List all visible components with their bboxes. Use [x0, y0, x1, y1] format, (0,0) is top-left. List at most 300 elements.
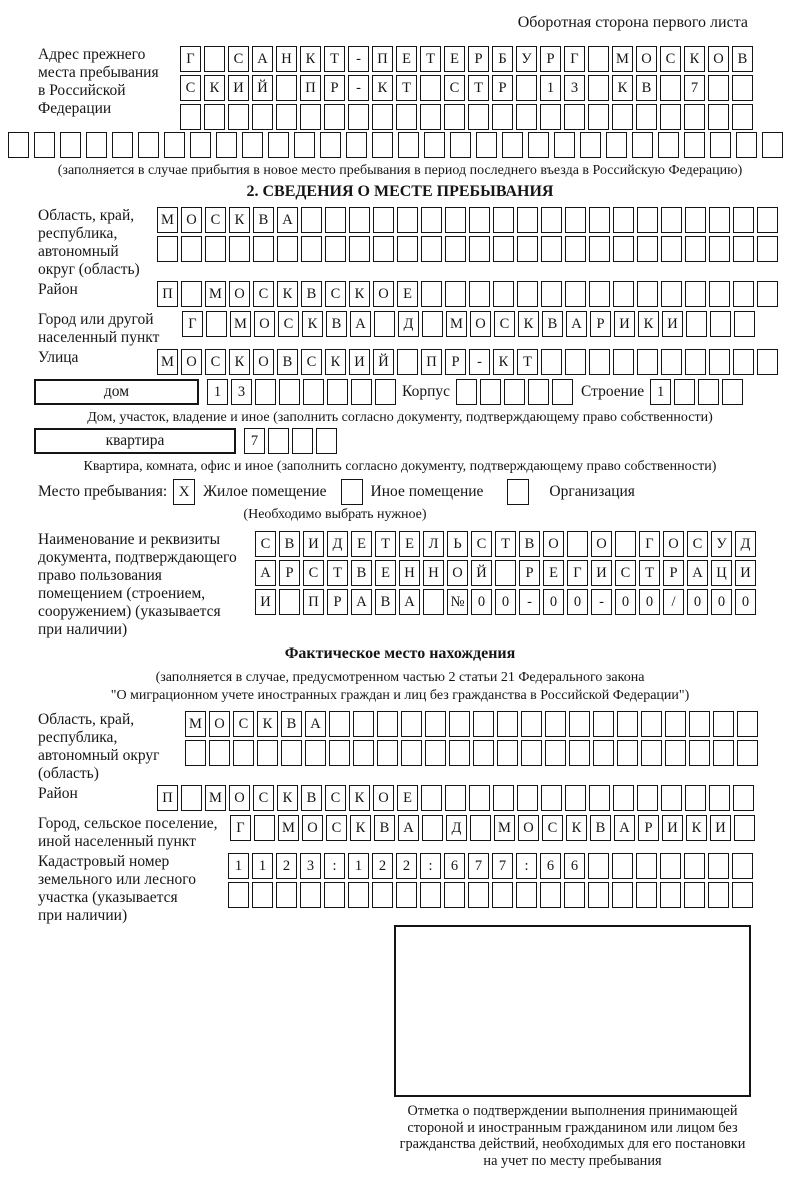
char-cell[interactable] — [375, 379, 396, 405]
char-cell[interactable]: 0 — [735, 589, 756, 615]
char-cell[interactable]: С — [325, 785, 346, 811]
char-cell[interactable]: С — [615, 560, 636, 586]
char-cell[interactable]: 1 — [228, 853, 249, 879]
char-cell[interactable] — [733, 349, 754, 375]
char-cell[interactable]: В — [732, 46, 753, 72]
char-cell[interactable]: О — [447, 560, 468, 586]
char-cell[interactable] — [613, 785, 634, 811]
char-cell[interactable]: С — [301, 349, 322, 375]
char-cell[interactable] — [493, 236, 514, 262]
char-cell[interactable] — [661, 207, 682, 233]
char-cell[interactable] — [353, 711, 374, 737]
char-cell[interactable]: - — [591, 589, 612, 615]
stay-type-checkbox-residential[interactable]: X — [173, 479, 195, 505]
char-cell[interactable]: К — [684, 46, 705, 72]
char-cell[interactable]: С — [326, 815, 347, 841]
char-cell[interactable] — [473, 711, 494, 737]
char-cell[interactable]: С — [303, 560, 324, 586]
char-cell[interactable] — [242, 132, 263, 158]
char-cell[interactable] — [377, 711, 398, 737]
char-cell[interactable]: В — [301, 785, 322, 811]
char-cell[interactable] — [733, 785, 754, 811]
char-cell[interactable] — [421, 785, 442, 811]
char-cell[interactable] — [348, 104, 369, 130]
char-cell[interactable] — [444, 882, 465, 908]
char-cell[interactable]: 1 — [348, 853, 369, 879]
char-cell[interactable]: 0 — [711, 589, 732, 615]
char-cell[interactable] — [294, 132, 315, 158]
char-cell[interactable] — [637, 207, 658, 233]
char-cell[interactable]: М — [446, 311, 467, 337]
char-cell[interactable]: С — [253, 785, 274, 811]
char-cell[interactable]: И — [662, 311, 683, 337]
char-cell[interactable]: А — [566, 311, 587, 337]
char-cell[interactable] — [325, 207, 346, 233]
char-cell[interactable]: Р — [327, 589, 348, 615]
char-cell[interactable]: С — [325, 281, 346, 307]
char-cell[interactable] — [588, 882, 609, 908]
char-cell[interactable] — [449, 711, 470, 737]
char-cell[interactable] — [351, 379, 372, 405]
char-cell[interactable] — [660, 882, 681, 908]
char-cell[interactable] — [722, 379, 743, 405]
char-cell[interactable] — [733, 207, 754, 233]
char-cell[interactable]: С — [494, 311, 515, 337]
char-cell[interactable] — [660, 75, 681, 101]
char-cell[interactable]: И — [303, 531, 324, 557]
char-cell[interactable] — [517, 281, 538, 307]
char-cell[interactable] — [593, 740, 614, 766]
char-cell[interactable]: Р — [445, 349, 466, 375]
stay-type-checkbox-organization[interactable] — [507, 479, 529, 505]
char-cell[interactable]: В — [351, 560, 372, 586]
char-cell[interactable]: М — [205, 281, 226, 307]
char-cell[interactable] — [422, 815, 443, 841]
char-cell[interactable] — [425, 711, 446, 737]
char-cell[interactable]: О — [518, 815, 539, 841]
char-cell[interactable] — [708, 75, 729, 101]
char-cell[interactable] — [613, 281, 634, 307]
char-cell[interactable]: С — [205, 349, 226, 375]
char-cell[interactable] — [660, 853, 681, 879]
char-cell[interactable]: А — [277, 207, 298, 233]
char-cell[interactable] — [569, 740, 590, 766]
char-cell[interactable] — [112, 132, 133, 158]
char-cell[interactable] — [589, 349, 610, 375]
char-cell[interactable] — [444, 104, 465, 130]
char-cell[interactable]: 6 — [540, 853, 561, 879]
char-cell[interactable] — [468, 882, 489, 908]
char-cell[interactable] — [420, 75, 441, 101]
char-cell[interactable] — [737, 740, 758, 766]
char-cell[interactable] — [493, 785, 514, 811]
char-cell[interactable]: О — [209, 711, 230, 737]
char-cell[interactable] — [449, 740, 470, 766]
char-cell[interactable] — [206, 311, 227, 337]
char-cell[interactable]: А — [252, 46, 273, 72]
char-cell[interactable]: 0 — [543, 589, 564, 615]
char-cell[interactable] — [325, 236, 346, 262]
char-cell[interactable] — [396, 882, 417, 908]
char-cell[interactable] — [60, 132, 81, 158]
char-cell[interactable] — [497, 711, 518, 737]
char-cell[interactable]: Т — [324, 46, 345, 72]
char-cell[interactable]: 0 — [495, 589, 516, 615]
char-cell[interactable]: Й — [252, 75, 273, 101]
char-cell[interactable] — [349, 207, 370, 233]
char-cell[interactable]: К — [638, 311, 659, 337]
char-cell[interactable]: М — [612, 46, 633, 72]
char-cell[interactable]: И — [228, 75, 249, 101]
char-cell[interactable]: О — [373, 281, 394, 307]
char-cell[interactable] — [685, 207, 706, 233]
char-cell[interactable] — [374, 311, 395, 337]
char-cell[interactable]: А — [305, 711, 326, 737]
char-cell[interactable]: И — [710, 815, 731, 841]
char-cell[interactable] — [373, 236, 394, 262]
char-cell[interactable]: Р — [492, 75, 513, 101]
char-cell[interactable]: О — [470, 311, 491, 337]
char-cell[interactable]: Р — [279, 560, 300, 586]
char-cell[interactable] — [276, 104, 297, 130]
char-cell[interactable]: - — [348, 46, 369, 72]
char-cell[interactable]: С — [233, 711, 254, 737]
char-cell[interactable] — [708, 882, 729, 908]
char-cell[interactable]: У — [711, 531, 732, 557]
char-cell[interactable] — [757, 349, 778, 375]
char-cell[interactable] — [612, 104, 633, 130]
char-cell[interactable]: 1 — [252, 853, 273, 879]
char-cell[interactable] — [567, 531, 588, 557]
char-cell[interactable]: К — [372, 75, 393, 101]
char-cell[interactable] — [684, 882, 705, 908]
char-cell[interactable]: Р — [519, 560, 540, 586]
char-cell[interactable]: К — [566, 815, 587, 841]
char-cell[interactable] — [612, 882, 633, 908]
char-cell[interactable] — [373, 207, 394, 233]
char-cell[interactable]: : — [324, 853, 345, 879]
char-cell[interactable]: С — [471, 531, 492, 557]
char-cell[interactable]: К — [229, 349, 250, 375]
char-cell[interactable] — [685, 281, 706, 307]
char-cell[interactable] — [456, 379, 477, 405]
char-cell[interactable] — [517, 207, 538, 233]
char-cell[interactable]: Т — [327, 560, 348, 586]
char-cell[interactable] — [445, 281, 466, 307]
char-cell[interactable]: Е — [397, 281, 418, 307]
char-cell[interactable] — [86, 132, 107, 158]
char-cell[interactable]: Г — [182, 311, 203, 337]
char-cell[interactable]: Г — [567, 560, 588, 586]
char-cell[interactable]: К — [493, 349, 514, 375]
char-cell[interactable] — [528, 132, 549, 158]
char-cell[interactable]: С — [255, 531, 276, 557]
char-cell[interactable]: Р — [540, 46, 561, 72]
char-cell[interactable] — [516, 75, 537, 101]
char-cell[interactable]: Т — [495, 531, 516, 557]
char-cell[interactable]: К — [612, 75, 633, 101]
char-cell[interactable] — [674, 379, 695, 405]
char-cell[interactable]: О — [663, 531, 684, 557]
char-cell[interactable]: М — [230, 311, 251, 337]
char-cell[interactable] — [564, 882, 585, 908]
char-cell[interactable] — [257, 740, 278, 766]
char-cell[interactable] — [281, 740, 302, 766]
char-cell[interactable]: К — [325, 349, 346, 375]
char-cell[interactable] — [253, 236, 274, 262]
char-cell[interactable] — [180, 104, 201, 130]
char-cell[interactable]: Д — [446, 815, 467, 841]
char-cell[interactable]: 0 — [639, 589, 660, 615]
char-cell[interactable]: Ь — [447, 531, 468, 557]
char-cell[interactable]: У — [516, 46, 537, 72]
char-cell[interactable] — [636, 853, 657, 879]
char-cell[interactable] — [733, 281, 754, 307]
char-cell[interactable]: - — [348, 75, 369, 101]
char-cell[interactable] — [661, 349, 682, 375]
char-cell[interactable]: Д — [398, 311, 419, 337]
char-cell[interactable] — [564, 104, 585, 130]
char-cell[interactable] — [684, 104, 705, 130]
char-cell[interactable]: В — [590, 815, 611, 841]
char-cell[interactable] — [762, 132, 783, 158]
char-cell[interactable]: О — [591, 531, 612, 557]
char-cell[interactable]: Т — [468, 75, 489, 101]
char-cell[interactable]: Д — [327, 531, 348, 557]
char-cell[interactable] — [301, 207, 322, 233]
char-cell[interactable] — [541, 236, 562, 262]
char-cell[interactable]: К — [204, 75, 225, 101]
char-cell[interactable]: Т — [420, 46, 441, 72]
char-cell[interactable] — [685, 236, 706, 262]
char-cell[interactable] — [157, 236, 178, 262]
char-cell[interactable]: О — [181, 207, 202, 233]
char-cell[interactable]: М — [157, 207, 178, 233]
char-cell[interactable] — [469, 207, 490, 233]
char-cell[interactable] — [710, 311, 731, 337]
char-cell[interactable] — [733, 236, 754, 262]
char-cell[interactable] — [521, 740, 542, 766]
char-cell[interactable]: 0 — [687, 589, 708, 615]
char-cell[interactable]: Е — [444, 46, 465, 72]
char-cell[interactable] — [698, 379, 719, 405]
char-cell[interactable]: В — [636, 75, 657, 101]
char-cell[interactable]: А — [399, 589, 420, 615]
char-cell[interactable]: А — [614, 815, 635, 841]
char-cell[interactable] — [204, 104, 225, 130]
char-cell[interactable]: 3 — [564, 75, 585, 101]
char-cell[interactable]: В — [277, 349, 298, 375]
char-cell[interactable] — [637, 281, 658, 307]
char-cell[interactable] — [737, 711, 758, 737]
char-cell[interactable]: А — [687, 560, 708, 586]
char-cell[interactable] — [684, 853, 705, 879]
char-cell[interactable] — [424, 132, 445, 158]
char-cell[interactable] — [569, 711, 590, 737]
char-cell[interactable]: В — [519, 531, 540, 557]
char-cell[interactable] — [205, 236, 226, 262]
char-cell[interactable] — [445, 207, 466, 233]
char-cell[interactable] — [685, 349, 706, 375]
char-cell[interactable] — [734, 815, 755, 841]
char-cell[interactable] — [495, 560, 516, 586]
char-cell[interactable]: О — [254, 311, 275, 337]
char-cell[interactable] — [593, 711, 614, 737]
char-cell[interactable]: Д — [735, 531, 756, 557]
char-cell[interactable]: Т — [375, 531, 396, 557]
char-cell[interactable]: Р — [468, 46, 489, 72]
char-cell[interactable]: П — [421, 349, 442, 375]
char-cell[interactable] — [372, 132, 393, 158]
char-cell[interactable] — [565, 281, 586, 307]
char-cell[interactable]: С — [542, 815, 563, 841]
char-cell[interactable]: И — [614, 311, 635, 337]
char-cell[interactable] — [324, 104, 345, 130]
char-cell[interactable]: В — [374, 815, 395, 841]
char-cell[interactable] — [268, 428, 289, 454]
char-cell[interactable]: С — [687, 531, 708, 557]
char-cell[interactable] — [349, 236, 370, 262]
char-cell[interactable] — [708, 853, 729, 879]
char-cell[interactable]: К — [302, 311, 323, 337]
char-cell[interactable] — [327, 379, 348, 405]
char-cell[interactable] — [492, 104, 513, 130]
char-cell[interactable] — [497, 740, 518, 766]
char-cell[interactable]: 3 — [231, 379, 252, 405]
char-cell[interactable] — [580, 132, 601, 158]
char-cell[interactable]: Г — [230, 815, 251, 841]
char-cell[interactable]: 2 — [396, 853, 417, 879]
char-cell[interactable]: А — [351, 589, 372, 615]
char-cell[interactable] — [517, 236, 538, 262]
char-cell[interactable]: В — [542, 311, 563, 337]
char-cell[interactable] — [423, 589, 444, 615]
char-cell[interactable]: Т — [396, 75, 417, 101]
char-cell[interactable] — [469, 281, 490, 307]
char-cell[interactable] — [588, 853, 609, 879]
char-cell[interactable]: О — [636, 46, 657, 72]
char-cell[interactable]: С — [660, 46, 681, 72]
char-cell[interactable]: К — [257, 711, 278, 737]
char-cell[interactable] — [228, 882, 249, 908]
char-cell[interactable]: О — [302, 815, 323, 841]
char-cell[interactable] — [276, 75, 297, 101]
char-cell[interactable] — [732, 853, 753, 879]
char-cell[interactable] — [190, 132, 211, 158]
char-cell[interactable] — [665, 740, 686, 766]
char-cell[interactable]: 0 — [615, 589, 636, 615]
char-cell[interactable] — [277, 236, 298, 262]
char-cell[interactable]: В — [375, 589, 396, 615]
char-cell[interactable] — [421, 207, 442, 233]
char-cell[interactable]: П — [157, 281, 178, 307]
char-cell[interactable] — [552, 379, 573, 405]
char-cell[interactable] — [757, 207, 778, 233]
char-cell[interactable] — [397, 349, 418, 375]
char-cell[interactable]: С — [253, 281, 274, 307]
char-cell[interactable] — [255, 379, 276, 405]
char-cell[interactable]: 6 — [444, 853, 465, 879]
char-cell[interactable] — [397, 236, 418, 262]
char-cell[interactable] — [660, 104, 681, 130]
char-cell[interactable] — [469, 236, 490, 262]
char-cell[interactable]: - — [519, 589, 540, 615]
char-cell[interactable]: В — [326, 311, 347, 337]
char-cell[interactable] — [420, 104, 441, 130]
char-cell[interactable] — [181, 281, 202, 307]
char-cell[interactable] — [636, 882, 657, 908]
char-cell[interactable] — [588, 46, 609, 72]
char-cell[interactable] — [346, 132, 367, 158]
char-cell[interactable]: В — [253, 207, 274, 233]
char-cell[interactable]: М — [278, 815, 299, 841]
char-cell[interactable] — [637, 785, 658, 811]
char-cell[interactable] — [476, 132, 497, 158]
char-cell[interactable]: Т — [639, 560, 660, 586]
char-cell[interactable] — [736, 132, 757, 158]
char-cell[interactable]: О — [229, 785, 250, 811]
char-cell[interactable]: В — [281, 711, 302, 737]
char-cell[interactable] — [329, 711, 350, 737]
char-cell[interactable] — [469, 785, 490, 811]
char-cell[interactable]: Р — [324, 75, 345, 101]
char-cell[interactable] — [425, 740, 446, 766]
char-cell[interactable]: К — [350, 815, 371, 841]
char-cell[interactable] — [517, 785, 538, 811]
char-cell[interactable]: К — [300, 46, 321, 72]
char-cell[interactable]: Ц — [711, 560, 732, 586]
char-cell[interactable] — [545, 740, 566, 766]
char-cell[interactable] — [689, 711, 710, 737]
char-cell[interactable]: Т — [517, 349, 538, 375]
char-cell[interactable]: О — [543, 531, 564, 557]
char-cell[interactable]: П — [372, 46, 393, 72]
char-cell[interactable]: Г — [564, 46, 585, 72]
char-cell[interactable]: Б — [492, 46, 513, 72]
char-cell[interactable] — [8, 132, 29, 158]
char-cell[interactable] — [709, 207, 730, 233]
char-cell[interactable] — [279, 379, 300, 405]
char-cell[interactable] — [316, 428, 337, 454]
char-cell[interactable] — [181, 785, 202, 811]
char-cell[interactable]: В — [301, 281, 322, 307]
char-cell[interactable] — [528, 379, 549, 405]
char-cell[interactable] — [329, 740, 350, 766]
char-cell[interactable] — [138, 132, 159, 158]
char-cell[interactable] — [689, 740, 710, 766]
char-cell[interactable] — [348, 882, 369, 908]
char-cell[interactable] — [658, 132, 679, 158]
char-cell[interactable] — [492, 882, 513, 908]
char-cell[interactable] — [661, 785, 682, 811]
char-cell[interactable] — [502, 132, 523, 158]
char-cell[interactable]: 7 — [684, 75, 705, 101]
char-cell[interactable] — [713, 711, 734, 737]
char-cell[interactable] — [734, 311, 755, 337]
char-cell[interactable]: О — [229, 281, 250, 307]
char-cell[interactable] — [504, 379, 525, 405]
stay-type-checkbox-other-premises[interactable] — [341, 479, 363, 505]
char-cell[interactable] — [709, 785, 730, 811]
char-cell[interactable] — [493, 281, 514, 307]
char-cell[interactable]: О — [708, 46, 729, 72]
char-cell[interactable]: К — [349, 281, 370, 307]
char-cell[interactable] — [372, 882, 393, 908]
char-cell[interactable]: С — [444, 75, 465, 101]
char-cell[interactable] — [589, 281, 610, 307]
char-cell[interactable] — [421, 236, 442, 262]
char-cell[interactable] — [665, 711, 686, 737]
